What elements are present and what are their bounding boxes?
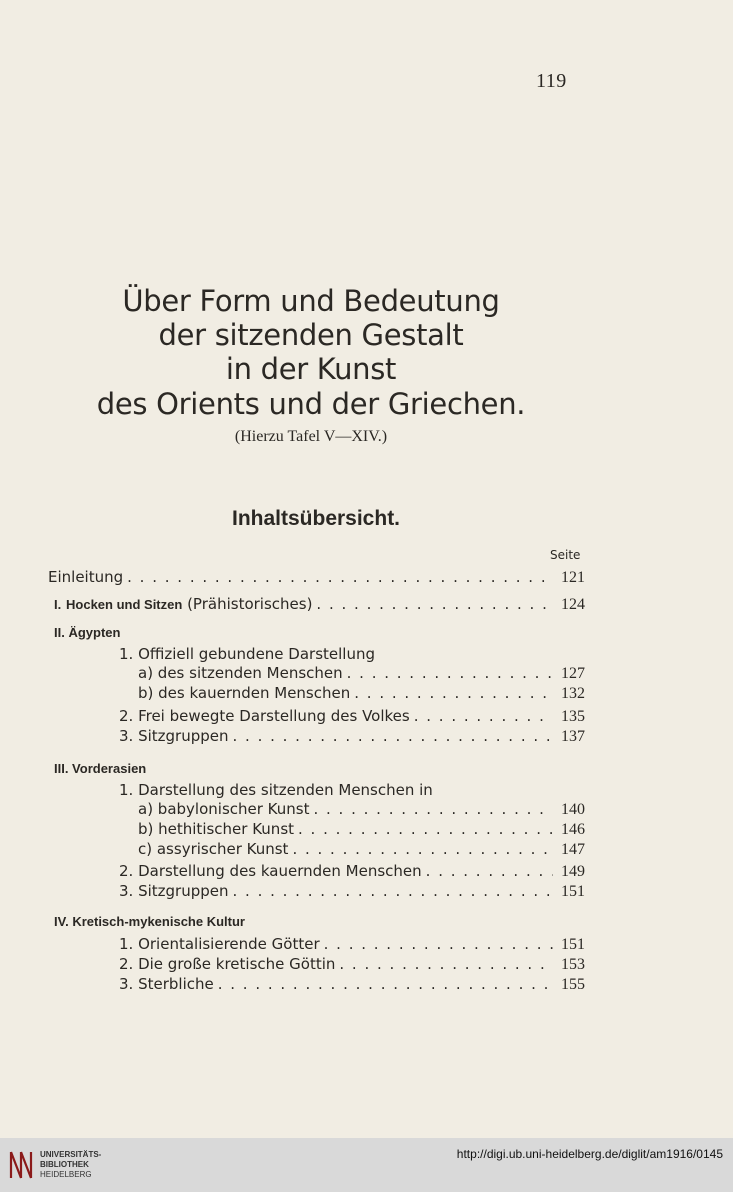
- leader-dots: [214, 975, 553, 993]
- toc-entry: [119, 935, 585, 955]
- leader-dots: [309, 800, 553, 818]
- toc-entry-label: 2. Darstellung des kauernden Menschen: [119, 862, 422, 880]
- toc-entry-page: 121: [561, 569, 585, 586]
- leader-dots: [288, 840, 553, 858]
- toc-entry: [138, 820, 585, 840]
- leader-dots: [350, 684, 553, 702]
- section-number: I.: [54, 597, 62, 612]
- toc-entry-label: c) assyrischer Kunst: [138, 840, 289, 858]
- toc-entry-page: 127: [561, 665, 585, 682]
- toc-heading: Inhaltsübersicht.: [231, 507, 401, 530]
- toc-entry-page: 146: [561, 821, 585, 838]
- toc-entry-page: 124: [561, 596, 585, 613]
- toc-section-1: [54, 595, 585, 615]
- toc-entry-page: 135: [561, 708, 585, 725]
- seite-label: Seite: [550, 548, 581, 562]
- page-number: 119: [536, 70, 567, 92]
- leader-dots: [343, 664, 553, 682]
- source-url-link[interactable]: http://digi.ub.uni-heidelberg.de/diglit/am1916/0145: [456, 1147, 723, 1161]
- toc-entry: [119, 862, 585, 882]
- toc-entry-label: b) des kauernden Menschen: [138, 684, 351, 702]
- leader-dots: [229, 882, 554, 900]
- toc-section-3: III. Vorderasien: [54, 761, 147, 776]
- toc-entry-label: 1. Darstellung des sitzenden Menschen in: [119, 781, 433, 799]
- section-subtitle: (Prähistorisches): [182, 595, 313, 613]
- toc-entry-page: 151: [561, 883, 585, 900]
- toc-entry: [119, 707, 585, 727]
- toc-section-2: II. Ägypten: [54, 625, 121, 640]
- toc-entry-label: b) hethitischer Kunst: [138, 820, 295, 838]
- toc-entry: [138, 684, 585, 704]
- toc-entry-label: 1. Orientalisierende Götter: [119, 935, 320, 953]
- library-footer: [0, 1138, 733, 1192]
- toc-entry: [138, 840, 585, 860]
- toc-entry-label: 1. Offiziell gebundene Darstellung: [119, 645, 376, 663]
- toc-entry: [138, 800, 585, 820]
- leader-dots: [422, 862, 553, 880]
- leader-dots: [294, 820, 553, 838]
- toc-entry-label: Einleitung: [48, 568, 124, 586]
- logo-line: HEIDELBERG: [40, 1170, 92, 1179]
- toc-entry-page: 132: [561, 685, 585, 702]
- leader-dots: [123, 568, 553, 586]
- subtitle: (Hierzu Tafel V—XIV.): [234, 428, 388, 445]
- toc-entry: [48, 568, 585, 588]
- leader-dots: [312, 595, 553, 613]
- toc-entry-label: a) des sitzenden Menschen: [138, 664, 343, 682]
- toc-entry-label: 3. Sterbliche: [119, 975, 214, 993]
- toc-entry-label: 2. Die große kretische Göttin: [119, 955, 336, 973]
- logo-line: BIBLIOTHEK: [40, 1160, 89, 1169]
- toc-entry-page: 151: [561, 936, 585, 953]
- title-line-3: in der Kunst: [225, 352, 397, 386]
- leader-dots: [320, 935, 553, 953]
- toc-entry-page: 140: [561, 801, 585, 818]
- toc-entry: [138, 664, 585, 684]
- title-line-2: der sitzenden Gestalt: [158, 318, 464, 352]
- toc-entry-page: 147: [561, 841, 585, 858]
- toc-entry: [119, 975, 585, 995]
- title-line-1: Über Form und Bedeutung: [122, 284, 500, 318]
- toc-entry-page: 153: [561, 956, 585, 973]
- toc-section-4: IV. Kretisch-mykenische Kultur: [54, 914, 245, 929]
- toc-entry-page: 149: [561, 863, 585, 880]
- toc-entry-page: 155: [561, 976, 585, 993]
- toc-entry-label: 3. Sitzgruppen: [119, 727, 229, 745]
- leader-dots: [229, 727, 554, 745]
- toc-entry: [119, 882, 585, 902]
- toc-entry-label: 2. Frei bewegte Darstellung des Volkes: [119, 707, 410, 725]
- toc-entry: [119, 727, 585, 747]
- leader-dots: [410, 707, 553, 725]
- logo-line: UNIVERSITÄTS-: [40, 1150, 102, 1159]
- section-title: Hocken und Sitzen: [66, 597, 183, 612]
- toc-entry-page: 137: [561, 728, 585, 745]
- toc-entry-label: a) babylonischer Kunst: [138, 800, 310, 818]
- toc-entry: [119, 955, 585, 975]
- toc-entry-label: [54, 595, 312, 613]
- library-logo-text: [40, 1150, 101, 1180]
- library-logo-icon: [8, 1148, 34, 1182]
- leader-dots: [335, 955, 553, 973]
- toc-entry-label: 3. Sitzgruppen: [119, 882, 229, 900]
- title-line-4: des Orients und der Griechen.: [96, 387, 526, 421]
